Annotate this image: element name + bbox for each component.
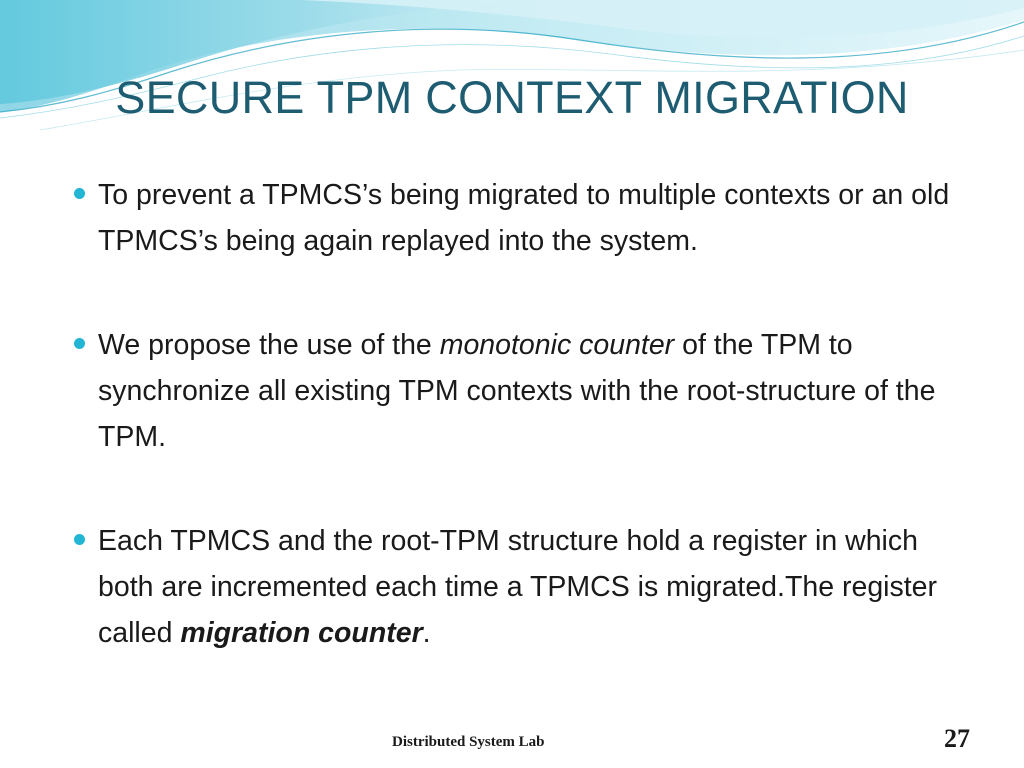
bullet-dot-icon: [74, 188, 85, 199]
footer-lab-name: Distributed System Lab: [392, 734, 545, 750]
bullet-text-after: of the TPM to synchronize all existing TPM contexts with the root-structure of the TPM.: [98, 329, 936, 453]
bullet-dot-icon: [74, 338, 85, 349]
bullet-text: To prevent a TPMCS’s being migrated to multiple contexts or an old TPMCS’s being again replayed into the system.: [98, 179, 950, 257]
bullet-emphasis-migration-counter: migration counter: [180, 617, 423, 649]
bullet-item-2: [74, 322, 974, 460]
bullet-list: [74, 172, 974, 656]
bullet-dot-icon: [74, 534, 85, 545]
page-number: 27: [944, 724, 970, 753]
bullet-text-before: Each TPMCS and the root-TPM structure hold a register in which both are incremented each time a TPMCS is migrated.The register called: [98, 525, 938, 649]
bullet-emphasis-monotonic-counter: monotonic counter: [439, 329, 675, 361]
slide-title: SECURE TPM CONTEXT MIGRATION: [115, 72, 909, 123]
bullet-item-1: [74, 172, 974, 264]
bullet-text-before: We propose the use of the: [98, 329, 440, 361]
bullet-text-after: .: [422, 617, 431, 649]
bullet-item-3: [74, 518, 974, 656]
